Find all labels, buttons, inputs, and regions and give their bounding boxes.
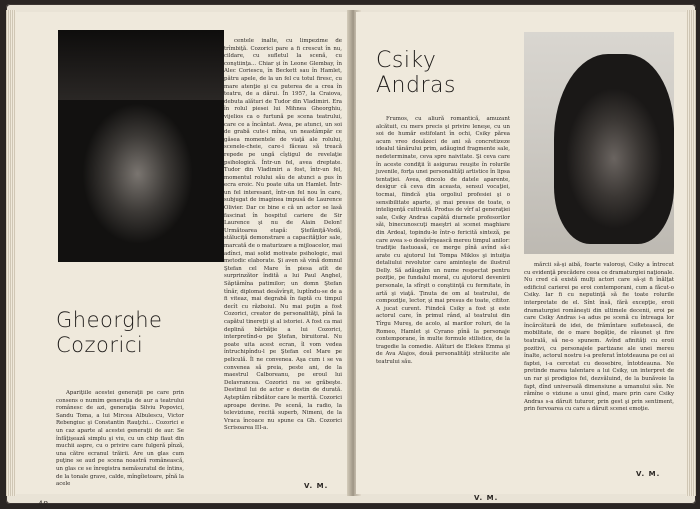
page-edges-right	[686, 10, 696, 496]
author-signature: V. M.	[636, 470, 661, 478]
article-paragraph: mărcii să-şi aibă, foarte valoroşi, Csiky a întrecut cu evidenţă precădere ceea ce dramaturgiei naţionale. Nu cred că există mulţi actori care să-şi fi înălţat edificiul carierei pe eroi contemporani, cum a făcut-o Csiky. Iar fi cu neputinţă să fie toate rolurile interpretate de el. Sînt însă, fără excepţie, eroii dramaturgiei româneşti din ultimele decenii, eroi pe care Csiky Andras i-a adus pe scenă cu întreaga lor încărcătură de idei, de frămîntare sufletească, de mobilitate, de o mare bogăţie, de răsunet şi fire teatrală, să ne-o spunem. Avînd afinităţi cu eroii pozitivi, cu personajele partizane ale unei mereu înalte, actorul nostru i-a preferat întotdeauna pe cei ai faptei, i-a cercetat cu deosebire, întotdeauna. Ne pretinde marea talentare a lui Csiky, un interpret de un rar şi prodigios fel, dezvăluind, de la bunăvoie la fapt, dînd universală dimensiune a umanului său. Ne rămîne o viziune a unui gînd, mare prin care Csiky Andras s-a dăruit tuturor, prin gest şi prin sentiment, prin fervoarea cu care a dăruit scenei emoţie.	[524, 262, 674, 413]
actor-first-name: Csiky	[376, 48, 437, 73]
article-paragraph: Apariţiile acestei generaţii pe care prin consens o numim generaţia de aur a teatrului românesc de azi, generaţia Silviu Popovici, Sandu Toma, a lui Mircea Albulescu, Victor Rebengiuc şi Constantin Rauţchi... Cozorici e un caz aparte al acestei generaţii de aur. Se înfăţişează simplu şi viu, cu un chip flaut din muchii aspre, cu o privire care fulgeră pînză, una către ecranul trăirii. Are un glas cum puţine se aud pe scena noastră românească, un glas ce se înregistra nemăsuratul de întins, de la tonale grave, calde, mîngîietoare, pînă la acele	[56, 390, 184, 488]
article-column-1	[376, 116, 510, 484]
author-signature: V. M.	[304, 482, 329, 490]
actor-first-name: Gheorghe	[56, 308, 163, 332]
actor-last-name: Cozorici	[56, 333, 144, 357]
page-edges-left	[6, 10, 16, 496]
left-page	[16, 12, 351, 509]
article-column-2	[224, 38, 342, 482]
article-column-2	[524, 262, 674, 462]
page-number: 48	[38, 500, 49, 509]
article-paragraph: centele inalte, cu limpezime de trîmbiţă. Cozorici pare a fi crescut în nu, cildare, cu sufletul la scenă, cu conştiinţa... Chiar şi în Leone Glembay, în Alec Coriescu, în Beckett sau în Hamlet, pătru apele, de la un fel cu totul firesc, cu mare atenţie şi cu puterea de a crea în teatru, de a dărui. În 1957, la Craiova, debuta alături de Tudor din Vladimiri. Era în rolul piesei lui Mihnea Gheorghiu, vijelios ca o furtună pe scena teatrului, care ce a încântat. Avea, pe atunci, un soi de grabă cute-i mîna, un neastâmpăr ce găsea momentele de viaţă ale rolului, scenele-cheie, care-i făceau să treacă repede pe ungă cîştigul de revelaţie psihologică. Într-un fel, avea dreptate. Tudor din Vladimiri a fost, într-un fel, momentul rolului său de atunci a pus în ecra eroic. Nu poate uita un Hamlet. Într-un fel interesant, într-un fel nou în care, subjugat de imaginea impusă de Laurence Olivier. Dar ce bine e că un actor se lasă fascinat în hospitul cariere de Sir Laurence şi nu de Alain Delon! Următoarea etapă: Ştefăniţă-Vodă, stăluciţă demonstrare a capacităţilor sale, marcată de o maturizare a mijloacelor, mai adînci, mai solid motivate psihologic, mai metodic elaborate. Şi aven să vină domnul Ştefan cel Mare în piesa atît de surprinzător îndită a lui Paul Anghel, Săptămîna patimilor; un domn Ştefan tînăr, diplomat desăvîrşit, luptîndu-se de a fi viteaz, mai degrabă în faptă cu timpul decît cu războiul. Nu mai puţin a fost Cozorici, creator de personalităţi, pînă la capătul tinereţii şi al istoriei. A fost ca mai deplină bărbăţie a lui Cozorici, interpretînd-o pe Ştefan, biruitoral. Nu poate uita acest ecran, îl vom vedea întruchipîndu-l pe Ştefan cel Mare pe peliculă. Îl ne convenea. Aşa cum i se va convenea să preia, peste ani, de la maestrul Calboreanu, pe eroul lui Delavrancea. Cozorici nu se grăbeşte. Destinul lui de actor e destin de durată. Aşteptăm răbdător care le merită. Cozorici aproape devine. Pe scenă, la radio, la televiziune, recită superb, Nimeni, de la Vraca încoace nu spune ca Gh. Cozorici Scrisoarea III-a.	[224, 38, 342, 432]
portrait-photo-cozorici	[58, 30, 224, 262]
right-page	[356, 12, 686, 502]
actor-last-name: Andras	[376, 73, 456, 98]
photo-shadow	[58, 30, 224, 100]
portrait-photo-csiky	[524, 32, 674, 254]
author-signature: V. M.	[474, 494, 499, 502]
book-spread	[6, 4, 696, 509]
article-paragraph: Frumos, cu aliură romantică, amuzant alcătuit, cu mers precis şi privire leneşe, cu un soi de humăr estifolant în ochi, Csiky părea acum vreo douăzeci de ani să concretizeze idealul tânărului prim, adăugind fragmente sale, nedeterminate, ceva spre naivitate. Şi ceva care în aceste condiţii îi asigurau reuşite în rolurile juvenile, forţa unei personalităţi artistice în lipsa tentaţiei. Avea, dincolo de datele aparente, desigur că ceva din aceasta, sensul vocaţiei, tocmai, fiindcă ştia orgoliul profesiei şi o sensibilitate aparte, şi mai presus de toate, o inteligenţă cultivată. Produs de vîrf al generaţiei sale, Csiky Andras capătă diurnele profesorilor săi, binecunoscuţi maeştri ai scenei maghiare din Ardeal, topindu-le într-o fericită sinteză, pe care avea s-o desăvîrşească mereu timpul anilor: tradiţie fastuoasă, ce merge pînă avînd să-i arate cu ajutorul lui Tompa Miklos şi intuiţia detaliului revolutor care aminteşte de ilustrul Delly. Să adăugăm un nume respectat pentru poziţie, pe fundalul moral, cu ajutorul devenirii personale, la sfîrşit o conştiinţă cu fermitate, în artă şi viaţă. Ţinuta de om al teatrului, de compoziţie, lector, şi mai presus de toate, cititor. A jucat curent. Fiindcă Csiky a fost şi este actorul care, în primul rând, al teatrului din Tîrgu Mureş, de acolo, al marilor roluri, de la Romeo, Hamlet şi Cyrano pînă la personaje contemporane, în multe formule stilistice, de la tragedie la comedie. Alături de Elekes Emma şi de Ava Alajos, două personalităţi strălucite ale teatrului său.	[376, 116, 510, 365]
photo-subject	[554, 54, 674, 244]
actor-name-csiky	[376, 48, 456, 98]
article-column-1	[56, 390, 184, 488]
actor-name-cozorici	[56, 308, 162, 358]
